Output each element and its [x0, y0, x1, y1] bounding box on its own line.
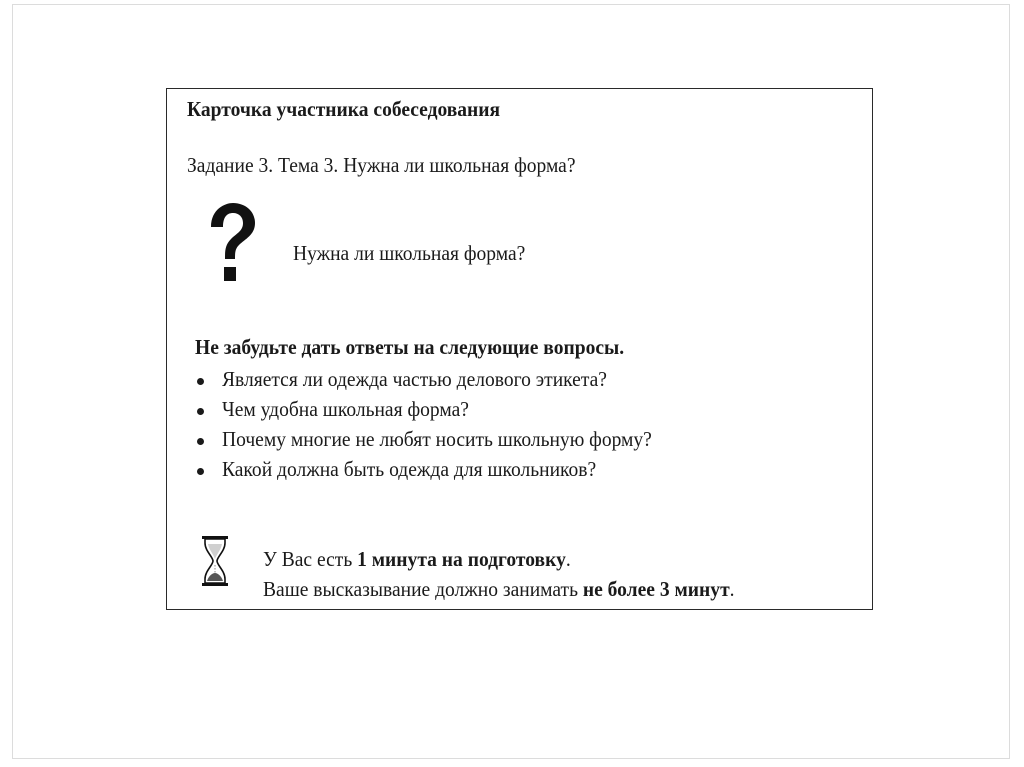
list-item-text: Какой должна быть одежда для школьников?	[222, 457, 597, 481]
question-text: Нужна ли школьная форма?	[293, 241, 526, 265]
participant-card	[166, 88, 873, 610]
bullet-icon	[197, 378, 204, 385]
card-title: Карточка участника собеседования	[187, 97, 501, 121]
hourglass-icon	[201, 535, 229, 587]
list-item-text: Чем удобна школьная форма?	[222, 397, 469, 421]
bullet-icon	[197, 468, 204, 475]
reminder-heading: Не забудьте дать ответы на следующие вопросы.	[195, 335, 625, 359]
task-line: Задание 3. Тема 3. Нужна ли школьная форма?	[187, 153, 576, 177]
bullet-icon	[197, 438, 204, 445]
question-mark-icon	[201, 201, 261, 285]
list-item-text: Почему многие не любят носить школьную форму?	[222, 427, 652, 451]
prep-time-line: У Вас есть 1 минута на подготовку.	[263, 547, 571, 571]
list-item-text: Является ли одежда частью делового этикета?	[222, 367, 607, 391]
time-block	[263, 547, 735, 607]
bullet-icon	[197, 408, 204, 415]
speech-time-line: Ваше высказывание должно занимать не более 3 минут.	[263, 577, 735, 601]
